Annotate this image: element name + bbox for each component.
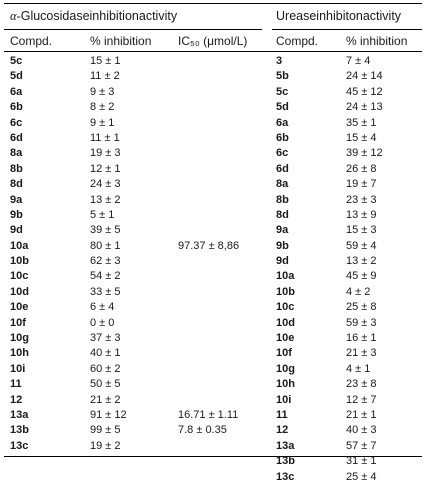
alpha-compd-cell: 10f [10, 316, 26, 329]
urease-inhibition-header: % inhibition [346, 34, 408, 48]
alpha-inhibition-cell: 11 ± 2 [90, 70, 120, 83]
alpha-prefix: α- [10, 9, 21, 23]
urease-inhibition-cell: 23 ± 3 [346, 193, 377, 206]
alpha-ic50-cell [178, 269, 239, 284]
urease-inhibition-cell: 59 ± 3 [346, 316, 377, 329]
alpha-ic50-cell [178, 208, 239, 223]
alpha-compd-cell: 6b [10, 101, 23, 114]
alpha-inhibition-cell: 21 ± 2 [90, 393, 121, 406]
alpha-compd-cell: 5d [10, 70, 23, 83]
urease-inhibition-cell: 59 ± 4 [346, 239, 377, 252]
alpha-compd-cell: 8a [10, 147, 23, 160]
urease-inhibition-cell: 15 ± 3 [346, 224, 377, 237]
urease-compd-cell: 6b [276, 131, 289, 144]
alpha-inhibition-cell: 60 ± 2 [90, 362, 121, 375]
alpha-compd-cell: 13a [10, 408, 29, 421]
urease-inhibition-cell: 13 ± 2 [346, 255, 377, 268]
alpha-compd-cell: 13c [10, 439, 29, 452]
alpha-inhibition-cell: 40 ± 1 [90, 347, 121, 360]
urease-compd-cell: 3 [276, 55, 283, 67]
urease-compd-header: Compd. [276, 34, 319, 48]
urease-compd-cell: 10a [276, 270, 295, 283]
alpha-inhibition-cell: 37 ± 3 [90, 332, 121, 345]
urease-compd-cell: 10e [276, 332, 295, 345]
alpha-ic50-cell [178, 346, 239, 361]
alpha-section-rule [4, 29, 262, 30]
alpha-compd-cell: 11 [10, 378, 22, 391]
alpha-compd-cell: 10c [10, 270, 29, 283]
urease-compd-cell: 11 [276, 408, 288, 421]
alpha-compd-cell: 6a [10, 85, 23, 98]
urease-compd-cell: 10i [276, 393, 292, 406]
urease-inhibition-cell: 15 ± 4 [346, 131, 377, 144]
alpha-inhibition-cell: 5 ± 1 [90, 208, 115, 221]
top-rule [4, 3, 422, 4]
urease-compd-cell: 6d [276, 162, 289, 175]
urease-inhibition-cell: 39 ± 12 [346, 147, 383, 160]
urease-inhibition-cell: 25 ± 4 [346, 470, 377, 483]
alpha-ic50-cell [178, 393, 239, 408]
alpha-compd-cell: 10g [10, 332, 29, 345]
alpha-inhibition-cell: 19 ± 3 [90, 147, 121, 160]
urease-compd-cell: 9a [276, 224, 289, 237]
alpha-inhibition-cell: 15 ± 1 [90, 55, 121, 67]
alpha-compd-cell: 10e [10, 301, 29, 314]
alpha-ic50-cell [178, 146, 239, 161]
urease-inhibition-cell: 57 ± 7 [346, 439, 377, 452]
alpha-inhibition-cell: 9 ± 1 [90, 116, 115, 129]
urease-compd-cell: 5d [276, 101, 289, 114]
alpha-ic50-cell [178, 377, 239, 392]
urease-inhibition-cell: 13 ± 9 [346, 208, 377, 221]
alpha-inhibition-cell: 19 ± 2 [90, 439, 121, 452]
urease-compd-cell: 13b [276, 455, 295, 468]
alpha-ic50-cell: 7.8 ± 0.35 [178, 424, 227, 437]
urease-compd-cell: 10h [276, 378, 295, 391]
urease-inhibition-cell: 16 ± 1 [346, 332, 377, 345]
urease-inhibition-cell: 40 ± 3 [346, 424, 377, 437]
alpha-ic50-cell [178, 300, 239, 315]
alpha-inhibition-cell: 91 ± 12 [90, 408, 127, 421]
alpha-inhibition-cell: 50 ± 5 [90, 378, 121, 391]
inhibition-activity-table [4, 3, 422, 483]
alpha-ic50-cell [178, 177, 239, 192]
urease-compd-cell: 13a [276, 439, 295, 452]
alpha-ic50-header: IC₅₀ (μmol/L) [178, 34, 248, 48]
urease-inhibition-cell: 12 ± 7 [346, 393, 377, 406]
urease-inhibition-column [346, 54, 383, 485]
urease-section-rule [272, 29, 422, 30]
alpha-inhibition-cell: 24 ± 3 [90, 178, 121, 191]
urease-compd-cell: 6c [276, 147, 289, 160]
urease-compd-cell: 9b [276, 239, 289, 252]
urease-compd-cell: 10b [276, 285, 295, 298]
alpha-ic50-cell [178, 285, 239, 300]
urease-inhibition-cell: 21 ± 1 [346, 408, 377, 421]
urease-inhibition-cell: 24 ± 13 [346, 101, 383, 114]
urease-inhibition-cell: 45 ± 12 [346, 85, 383, 98]
alpha-compd-cell: 9b [10, 208, 23, 221]
alpha-ic50-cell [178, 439, 239, 454]
alpha-compd-header: Compd. [10, 34, 53, 48]
alpha-compd-cell: 5c [10, 55, 23, 67]
urease-compd-cell: 10g [276, 362, 295, 375]
urease-compd-cell: 8a [276, 178, 289, 191]
alpha-inhibition-header: % inhibition [90, 34, 152, 48]
urease-compd-cell: 8b [276, 193, 289, 206]
header-rule [4, 51, 422, 52]
urease-inhibition-cell: 24 ± 14 [346, 70, 383, 83]
alpha-inhibition-cell: 6 ± 4 [90, 301, 115, 314]
urease-inhibition-cell: 25 ± 8 [346, 301, 377, 314]
alpha-ic50-cell [178, 193, 239, 208]
urease-compd-cell: 6a [276, 116, 289, 129]
alpha-inhibition-cell: 0 ± 0 [90, 316, 115, 329]
urease-inhibition-cell: 4 ± 2 [346, 285, 371, 298]
alpha-compd-cell: 10a [10, 239, 29, 252]
alpha-ic50-cell: 97.37 ± 8,86 [178, 239, 240, 252]
alpha-ic50-cell [178, 100, 239, 115]
alpha-title-text: Glucosidaseinhibitionactivity [20, 9, 178, 23]
alpha-ic50-cell: 16.71 ± 1.11 [178, 408, 239, 421]
alpha-ic50-cell [178, 362, 239, 377]
alpha-inhibition-column [90, 54, 127, 454]
alpha-ic50-cell [178, 85, 239, 100]
urease-inhibition-cell: 4 ± 1 [346, 362, 371, 375]
alpha-inhibition-cell: 13 ± 2 [90, 193, 121, 206]
urease-inhibition-cell: 7 ± 4 [346, 55, 371, 67]
alpha-ic50-cell [178, 162, 239, 177]
urease-compd-cell: 10c [276, 301, 295, 314]
urease-inhibition-cell: 35 ± 1 [346, 116, 377, 129]
urease-inhibition-cell: 19 ± 7 [346, 178, 377, 191]
alpha-ic50-cell [178, 331, 239, 346]
urease-inhibition-cell: 31 ± 1 [346, 455, 377, 468]
alpha-compd-cell: 10b [10, 255, 29, 268]
urease-inhibition-cell: 45 ± 9 [346, 270, 377, 283]
alpha-inhibition-cell: 11 ± 1 [90, 131, 120, 144]
alpha-compd-cell: 9a [10, 193, 23, 206]
urease-compd-cell: 5b [276, 70, 289, 83]
alpha-compd-cell: 8b [10, 162, 23, 175]
alpha-compd-cell: 9d [10, 224, 23, 237]
urease-inhibition-cell: 21 ± 3 [346, 347, 377, 360]
urease-compd-cell: 10d [276, 316, 295, 329]
alpha-ic50-cell [178, 131, 239, 146]
alpha-ic50-cell [178, 116, 239, 131]
alpha-compd-cell: 12 [10, 393, 23, 406]
alpha-compd-cell: 10d [10, 285, 29, 298]
urease-compd-column [276, 54, 295, 485]
alpha-ic50-column [178, 54, 239, 454]
alpha-compd-cell: 8d [10, 178, 23, 191]
urease-compd-cell: 8d [276, 208, 289, 221]
alpha-inhibition-cell: 54 ± 2 [90, 270, 121, 283]
alpha-ic50-cell [178, 54, 239, 69]
alpha-ic50-cell [178, 316, 239, 331]
alpha-inhibition-cell: 33 ± 5 [90, 285, 121, 298]
alpha-compd-cell: 6d [10, 131, 23, 144]
alpha-ic50-cell [178, 254, 239, 269]
alpha-compd-cell: 10h [10, 347, 29, 360]
alpha-compd-column [10, 54, 29, 454]
alpha-inhibition-cell: 8 ± 2 [90, 101, 115, 114]
urease-inhibition-cell: 23 ± 8 [346, 378, 377, 391]
alpha-compd-cell: 10i [10, 362, 26, 375]
alpha-inhibition-cell: 12 ± 1 [90, 162, 121, 175]
urease-compd-cell: 9d [276, 255, 289, 268]
urease-compd-cell: 5c [276, 85, 289, 98]
alpha-inhibition-cell: 9 ± 3 [90, 85, 115, 98]
alpha-ic50-cell [178, 69, 239, 84]
alpha-ic50-cell [178, 223, 239, 238]
urease-inhibition-cell: 26 ± 8 [346, 162, 377, 175]
urease-compd-cell: 13c [276, 470, 295, 483]
alpha-inhibition-cell: 80 ± 1 [90, 239, 121, 252]
alpha-inhibition-cell: 62 ± 3 [90, 255, 121, 268]
alpha-compd-cell: 6c [10, 116, 23, 129]
alpha-inhibition-cell: 39 ± 5 [90, 224, 121, 237]
urease-title: Ureaseinhibitonactivity [276, 9, 402, 23]
alpha-glucosidase-title [10, 9, 177, 24]
urease-compd-cell: 12 [276, 424, 289, 437]
alpha-compd-cell: 13b [10, 424, 29, 437]
alpha-inhibition-cell: 99 ± 5 [90, 424, 121, 437]
urease-compd-cell: 10f [276, 347, 292, 360]
